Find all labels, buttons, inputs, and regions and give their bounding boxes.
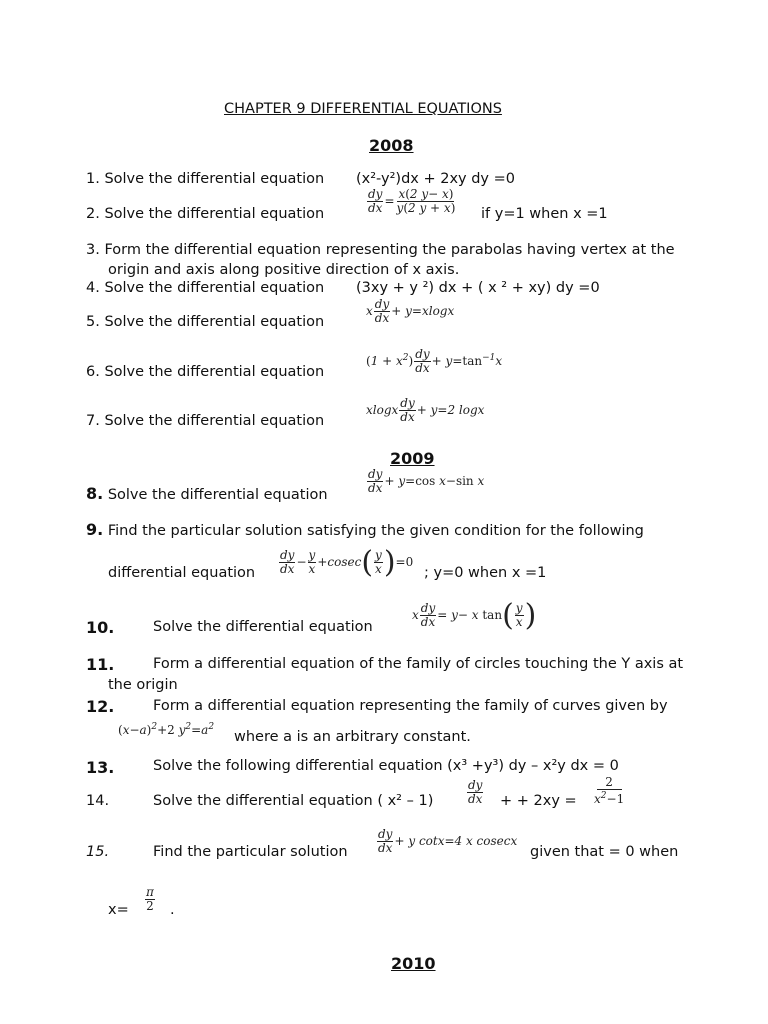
question-11-text: Form a differential equation of the family of circles touching the Y axis at bbox=[153, 656, 684, 672]
question-3-continued: origin and axis along positive direction of x axis. bbox=[108, 262, 460, 278]
question-5 bbox=[86, 314, 324, 330]
q6-equation: $(1 + x^2)$ $\frac{dy}{dx}$ + $y=\tan^{-1}x$ bbox=[366, 347, 503, 375]
question-text: Form the differential equation representing the parabolas having vertex at the bbox=[104, 242, 675, 258]
question-11-continued: the origin bbox=[108, 677, 178, 693]
question-10-text: Solve the differential equation bbox=[153, 619, 373, 635]
question-number: 11. bbox=[86, 655, 115, 674]
question-number: 15. bbox=[86, 844, 110, 860]
q14-fraction: $\frac{2}{x^2-1}$ bbox=[594, 775, 625, 806]
question-text: Solve the differential equation bbox=[107, 487, 328, 503]
question-2 bbox=[86, 206, 324, 222]
question-14-text: Solve the differential equation ( x² – 1) bbox=[153, 793, 434, 809]
q8-equation: $\frac{dy}{dx}$ + y=cos x−sin x bbox=[368, 467, 485, 495]
question-number: 12. bbox=[86, 697, 115, 716]
question-text: Solve the differential equation bbox=[104, 171, 325, 187]
question-12-text: Form a differential equation representing the family of curves given by bbox=[153, 698, 668, 714]
question-number: 5. bbox=[86, 314, 100, 330]
question-7 bbox=[86, 413, 324, 429]
question-text: Solve the differential equation bbox=[104, 413, 325, 429]
question-13 bbox=[86, 758, 114, 777]
question-number: 8. bbox=[86, 484, 104, 503]
question-1 bbox=[86, 171, 324, 187]
question-9 bbox=[86, 520, 644, 539]
q9-label: differential equation bbox=[108, 565, 256, 581]
q1-equation: (x²-y²)dx + 2xy dy =0 bbox=[356, 171, 515, 187]
question-text: Solve the differential equation bbox=[104, 364, 325, 380]
question-number: 4. bbox=[86, 280, 100, 296]
question-text: Solve the differential equation bbox=[104, 314, 325, 330]
question-number: 1. bbox=[86, 171, 100, 187]
q2-condition: if y=1 when x =1 bbox=[481, 206, 608, 222]
question-number: 14. bbox=[86, 793, 110, 809]
year-heading-2009: 2009 bbox=[390, 449, 435, 468]
q5-equation: x $\frac{dy}{dx}$ + y=xlogx bbox=[366, 297, 455, 325]
q14-middle: + + 2xy = bbox=[500, 793, 577, 809]
year-heading-2008: 2008 bbox=[369, 136, 414, 155]
question-number: 10. bbox=[86, 618, 115, 637]
year-heading-2010: 2010 bbox=[391, 954, 436, 973]
question-text: Solve the differential equation bbox=[104, 280, 325, 296]
q9-condition: ; y=0 when x =1 bbox=[424, 565, 547, 581]
question-number: 6. bbox=[86, 364, 100, 380]
q15-given: given that = 0 when bbox=[530, 844, 679, 860]
q15-pi-over-2: $\frac{\pi}{2}$ bbox=[146, 885, 154, 913]
q10-equation: x $\frac{dy}{dx}$ = y− x tan( $\frac{y}{x}$ ) bbox=[412, 598, 537, 633]
q15-period: . bbox=[170, 902, 175, 918]
q9-equation: $\frac{dy}{dx}$ − $\frac{y}{x}$ +cosec( $\frac{y}{x}$ )=0 bbox=[280, 545, 414, 580]
q4-equation: (3xy + y ²) dx + ( x ² + xy) dy =0 bbox=[356, 280, 600, 296]
question-15-text: Find the particular solution bbox=[153, 844, 348, 860]
q7-equation: xlogx $\frac{dy}{dx}$ + y=2 logx bbox=[366, 396, 485, 424]
question-number: 9. bbox=[86, 520, 104, 539]
q14-dydx: $\frac{dy}{dx}$ bbox=[468, 778, 483, 806]
question-4 bbox=[86, 280, 324, 296]
q12-equation: $(x-a)^2+2$ $y^2=a^2$ bbox=[118, 722, 215, 737]
question-8 bbox=[86, 484, 328, 503]
question-number: 3. bbox=[86, 242, 100, 258]
q15-equation: $\frac{dy}{dx}$ + y cotx=4 x cosecx bbox=[378, 827, 518, 855]
question-10 bbox=[86, 618, 114, 637]
question-text: Find the particular solution satisfying the given condition for the following bbox=[107, 523, 644, 539]
question-number: 7. bbox=[86, 413, 100, 429]
question-6 bbox=[86, 364, 324, 380]
question-14 bbox=[86, 793, 109, 809]
q2-equation: $\frac{dy}{dx}$ = $\frac{x(2 y- x)}{y(2 y + x)}$ bbox=[368, 187, 456, 215]
question-12-continued: where a is an arbitrary constant. bbox=[234, 729, 471, 745]
question-text: Solve the differential equation bbox=[104, 206, 325, 222]
q15-x-equals: x= bbox=[108, 902, 129, 918]
question-11 bbox=[86, 655, 114, 674]
page-title: CHAPTER 9 DIFFERENTIAL EQUATIONS bbox=[224, 101, 502, 117]
question-3 bbox=[86, 242, 675, 258]
question-12 bbox=[86, 697, 114, 716]
question-number: 13. bbox=[86, 758, 115, 777]
question-13-text: Solve the following differential equation (x³ +y³) dy – x²y dx = 0 bbox=[153, 758, 619, 774]
question-number: 2. bbox=[86, 206, 100, 222]
question-15 bbox=[86, 844, 109, 860]
